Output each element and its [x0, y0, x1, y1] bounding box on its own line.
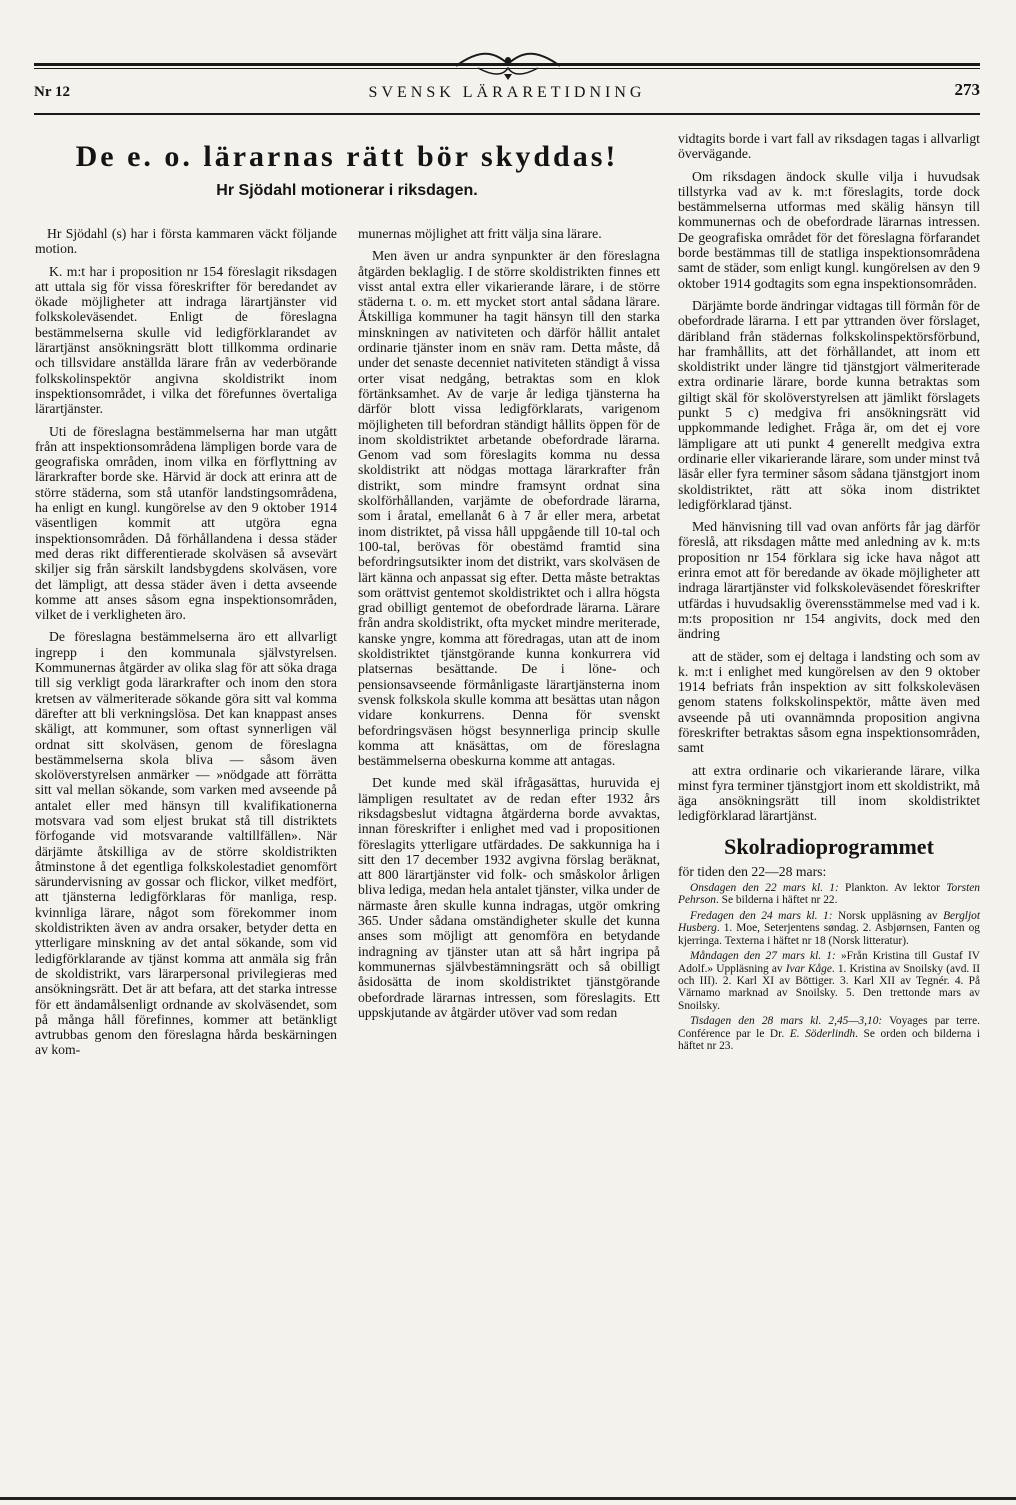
radio-item-day: Måndagen den 27 mars kl. 1:: [690, 950, 836, 963]
article-column-3: [678, 131, 980, 1055]
paragraph: att extra ordinarie och vikarierande lärare, vilka minst fyra terminer tjänstgjort inom ett skoldistrikt, må äga ansökningsrätt till inom skoldistriktet ledigförklarad lärartjänst.: [678, 762, 980, 824]
page-header: [34, 80, 980, 106]
radio-item-day: Fredagen den 24 mars kl. 1:: [690, 909, 833, 922]
radio-item: [678, 882, 980, 907]
paragraph: K. m:t har i proposition nr 154 föreslagit riksdagen att uttala sig för vissa föreskrifter för beredandet av ökade möjligheter att indraga lärartjänster vid folkskoleväsendet. Enligt de föreslagna bestämmelserna skulle vid ledigförklarandet av lärartjänst ansökningsrätt blott tillkomma ordinarie och tillsvidare anställda lärare från av vederbörande folkskolinspektör angivna skoldistrikt inom inspektionsområdet, i vilka det förefunnes övertaliga lärartjänster.: [35, 263, 337, 417]
article-column-1: [35, 226, 337, 1065]
article-title: De e. o. lärarnas rätt bör skyddas!: [75, 140, 619, 173]
ornament-icon: [448, 46, 568, 80]
paragraph: De föreslagna bestämmelserna äro ett allvarligt ingrepp i den kommunala självstyrelsen. Kommunernas åtgärder av olika slag för att söka draga till sig verkligt goda lärarkrafter och inom den stora kretsen av välmeriterade sökande göra sitt val komma därefter att bli verkningslösa. Det kan knappast anses skäligt, att kommuner, som oftast synnerligen väl ordnat sitt skolväsen, genom de föreslagna bestämmelserna skola bliva — såsom även skolöverstyrelsen anmärker — »nödgade att förrätta sitt val mellan sökande, som varken med avseende på antalet eller med hänsyn till kvalifikationerna motsvara vad som eljest brukat stå till distriktets förfogande vid motsvarande valtillfällen». När därjämte åtskilliga av de större skoldistrikten åtminstone å det egentliga folkskolestadiet genomfört särundervisning av gossar och flickor, vilket medfört, att tjänsterna ledigförklaras för manliga, resp. kvinnliga lärare, något som förekommer inom skoldistrikten även av andra orsaker, betyder detta en ytterligare minskning av det antal sökande, som vid ledigförklarande av tjänst komma att anmäla sig från de skoldistrikt, vars lärarpersonal privilegieras med ansökningsrätt. Det är att befara, att det starka intresse för ett ändamålsenligt ordnande av skolväsendet, som på många håll förefinnes, kommer att betänkligt avtrubbas genom den föreslagna hårda beskärningen av kom-: [35, 629, 337, 1058]
paragraph: Hr Sjödahl (s) har i första kammaren väckt följande motion.: [35, 226, 337, 257]
radio-item-rest: . 1. Kristina av Snoilsky (avd. II och III). 2. Karl XI av Böttiger. 3. Karl XII av Tegnér. 4. På Värnamo marknad av Snoilsky. 5. Den trettonde mars av Snoilsky.: [678, 962, 980, 1012]
paragraph: att de städer, som ej deltaga i landsting och som av k. m:t i enlighet med kungörelsen av den 9 oktober 1914 befriats från inspektion av sitt folkskoleväsen genom statens folkskolinspektör, måtte även med avseende på uti ovannämnda proposition angivna föreskrifter betraktas såsom egna inspektionsområden, samt: [678, 648, 980, 756]
radio-item-name: Ivar Kåge: [785, 962, 832, 975]
radio-item-day: Tisdagen den 28 mars kl. 2,45—3,10:: [690, 1015, 883, 1028]
header-rule: [34, 113, 980, 115]
paragraph: munernas möjlighet att fritt välja sina lärare.: [358, 226, 602, 241]
radio-item-day: Onsdagen den 22 mars kl. 1:: [690, 882, 839, 895]
page-number: 273: [954, 80, 980, 99]
article-subtitle: Hr Sjödahl motionerar i riksdagen.: [216, 182, 478, 199]
radio-item-rest: . 1. Moe, Seterjentens søndag. 2. Asbjørnsen, Fanten og kjerringa. Texterna i häftet nr 18 (Norsk litteratur).: [678, 922, 980, 947]
radio-item-rest: . Se bilderna i häftet nr 22.: [715, 894, 838, 907]
radio-program-period: för tiden den 22—28 mars:: [678, 863, 827, 879]
radio-item: [678, 1015, 980, 1052]
paragraph: Uti de föreslagna bestämmelserna har man utgått från att inspektionsområdena lämpligen borde vara de geografiska områden, inom vilka en förflyttning av lärarkrafter borde ske. Härvid är dock att erinra att de större städerna, som stå utanför landstingsområdena, ha enligt en kungl. kungörelse av den 9 oktober 1914 väsentligen kommit att utgöra egna inspektionsområden. Då förhållandena i dessa städer med deras rikt differentierade skolväsen så avsevärt skiljer sig från särskilt landsbygdens skolväsen, vore det lämpligt, att dessa städer även i detta avseende komme att anses såsom egna inspektionsområden, vilket de i verkligheten äro.: [35, 423, 337, 623]
radio-item: [678, 910, 980, 947]
paragraph: vidtagits borde i vart fall av riksdagen tagas i allvarligt övervägande.: [678, 131, 980, 162]
radio-item: [678, 950, 980, 1012]
radio-item-name: Torsten Pehrson: [678, 882, 980, 907]
radio-item-text: Norsk uppläsning av: [832, 909, 944, 922]
radio-item-text: »Från Kristina till Gustaf IV Adolf.» Uppläsning av: [678, 950, 981, 975]
bottom-rule: [0, 1497, 1016, 1500]
radio-item-rest: . Se orden och bilderna i häftet nr 23.: [678, 1027, 980, 1052]
publication-title: SVENSK LÄRARETIDNING: [368, 84, 646, 101]
radio-item-name: Bergljot Husberg: [678, 909, 980, 935]
radio-item-text: Voyages par terre. Conférence par le Dr.: [678, 1015, 981, 1040]
paragraph: Om riksdagen ändock skulle vilja i huvudsak tillstyrka vad av k. m:t föreslagits, torde dock bestämmelserna utformas med skälig hänsyn till kommunernas och de obefordrade lärarnas intressen. De geografiska området för det föreslagna förfarandet borde bestämmas till de statliga inspektionsområdena samt de städer, som enligt kungl. kungörelsen av den 9 oktober 1914 godtagits som egna inspektionsområden.: [678, 168, 980, 291]
radio-item-name: E. Söderlindh: [789, 1027, 856, 1040]
article-column-2: [358, 226, 660, 1027]
paragraph: Det kunde med skäl ifrågasättas, huruvida ej lämpligen resultatet av de redan efter 1932 års riksdagsbeslut vidtagna åtgärderna borde avvaktas, innan föreskrifter i enlighet med vad i propositionen föreslagits ytterligare utfärdades. De sakkunniga ha i sitt den 17 december 1932 avgivna förslag beräknat, att 800 lärartjänster vid folk- och småskolor årligen bliva lediga, medan hela antalet tjänster, vilka under de närmaste åren skulle kunna indragas, utgör omkring 365. Under sådana omständigheter skulle det kunna anses som möjligt att genomföra en betydande indragning av tjänster utan att så hårt ingripa på kommunernas självbestämningsrätt och så obilligt åsidosätta de inom skoldistriktet tjänstgörande obefordrade lärarnas intressen, som föreslagits. Ett uppskjutande av åtgärder utöver vad som redan: [358, 775, 660, 1020]
paragraph: Men även ur andra synpunkter är den föreslagna åtgärden beklaglig. I de större skoldistrikten finnes ett visst antal extra eller vikarierande lärare, i de större städerna t. o. m. ett mycket stort antal sådana lärare. Åtskilliga kommuner ha tagit hänsyn till den starka minskningen av nativiteten och därför hållit antalet ordinarie tjänster inom en snäv ram. Detta måste, då under det senaste decenniet nativiteten ständigt å vissa orter visat nedgång, betraktas som en klok förtänksamhet. Av de varje år lediga tjänsterna ha därför blott vissa ledigförklarats, varigenom möjligheten till befordran ständigt hållits öppen för de inom skoldistriktet arbetande obefordrade lärarna. Genom vad som föreslagits komma nu dessa skoldistrikt att nödgas mottaga lärarkrafter från distrikt, som mindre framsynt ordnat sina skolförhållanden, varjämte de obefordrade lärarna, som i åratal, emellanåt 6 à 7 år eller mera, arbetat inom distriktet, på vissa håll uppgående till 10-tal och 100-tal, berövas för obestämd framtid sina befordringsutsikter inom det distrikt, vars skolväsen de lärt känna och anpassat sig efter. Detta måste betraktas som orättvist gentemot skoldistriktet och i allra högsta grad obilligt gentemot de obefordrade lärarna. Lärare från andra skoldistrikt, ofta mycket mindre meriterade, kanske yngre, komma att föredragas, utan att de inom skoldistriktet tjänstgörande kunna konkurrera vid platsernas besättande. De i löne- och pensionsavseende förmånligaste lärartjänsterna inom svensk folkskola skulle komma att besättas utan någon vidare konkurrens. Denna för svenskt befordringsväsen högst besynnerliga princip skulle komma att knäsättas, om de föreslagna bestämmelserna obeskurna komme att antagas.: [358, 248, 660, 769]
paragraph: Med hänvisning till vad ovan anförts får jag därför föreslå, att riksdagen måtte med anledning av k. m:ts proposition nr 154 förklara sig icke hava något att erinra emot att för beredande av ökade möjligheter att indraga lärartjänster vid folkskoleväsendet föreskrifter utfärdas i huvudsaklig överensstämmelse med vad i k. m:ts proposition nr 154 angivits, dock med den ändring: [678, 519, 980, 642]
radio-item-text: Plankton. Av lektor: [838, 882, 947, 895]
paragraph: Därjämte borde ändringar vidtagas till förmån för de obefordrade lärarna. I ett par yttranden över förslaget, däribland från städernas folkskolinspektörsförbund, har framhållits, att det förhållandet, att inom ett skoldistrikt under längre tid tjänstgjort välmeriterade extra ordinarie lärare, borde kunna betraktas som giltigt skäl för skolöverstyrelsen att jämlikt förslagets punkt 5 c) medgiva fri ansökningsrätt vid uppkommande ledighet. Fråga är, om det ej vore lämpligare att uti punkt 4 generellt medgiva extra ordinarie eller vikarierande lärare, som under minst två läsår eller fyra terminer såsom sådana tjänstgjort inom skoldistriktet, rätt att söka inom distriktet ledigförklarad tjänst.: [678, 297, 980, 512]
issue-number: Nr 12: [34, 84, 70, 100]
radio-program-title: Skolradioprogrammet: [724, 833, 934, 859]
